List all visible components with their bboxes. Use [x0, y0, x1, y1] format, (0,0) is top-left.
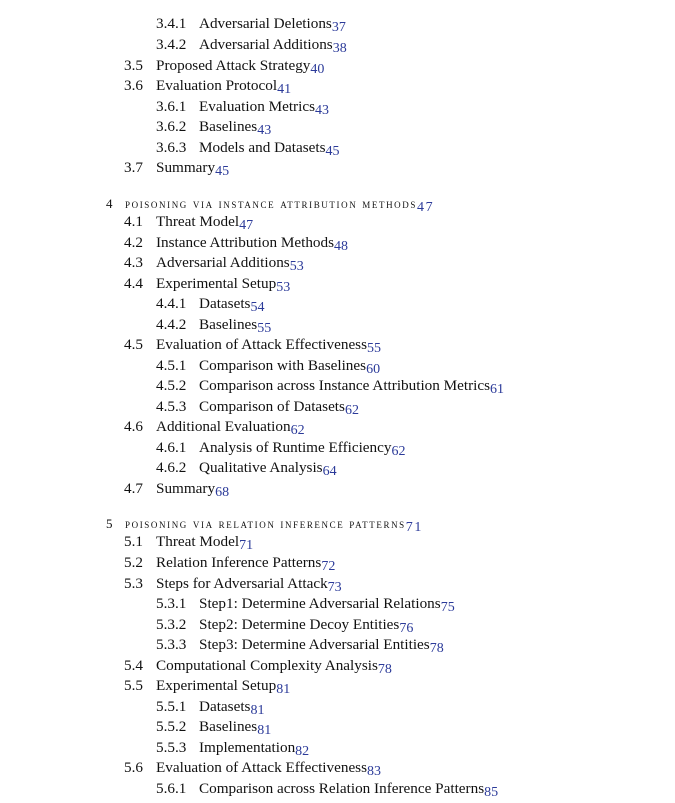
- toc-entry-number: 5.5: [124, 677, 143, 694]
- toc-entry-number: 4.6.2: [156, 459, 187, 476]
- toc-entry-title-text: Adversarial Deletions: [199, 15, 332, 32]
- toc-entry-page-link[interactable]: 64: [322, 464, 337, 479]
- toc-entry-number: 5.3: [124, 575, 143, 592]
- toc-entry-page-link[interactable]: 85: [484, 785, 499, 800]
- toc-entry-title: [199, 397, 359, 418]
- toc-entry-number: 3.7: [124, 159, 143, 176]
- toc-entry-title: [156, 479, 229, 500]
- toc-entry-title: [156, 417, 305, 438]
- toc-entry-page-link[interactable]: 81: [257, 723, 272, 738]
- toc-entry-title-text: poisoning via instance attribution methods: [125, 196, 417, 211]
- toc-entry-title-text: Relation Inference Patterns: [156, 554, 322, 571]
- toc-entry-page-link[interactable]: 61: [490, 382, 505, 397]
- toc-entry-number: 4.5: [124, 336, 143, 353]
- toc-entry-page-link[interactable]: 62: [391, 444, 406, 459]
- toc-entry-number: 5.1: [124, 533, 143, 550]
- toc-entry-page-link[interactable]: 37: [331, 20, 346, 35]
- toc-entry-number: 5.3.2: [156, 616, 187, 633]
- toc-entry-page-link[interactable]: 47: [416, 200, 435, 215]
- toc-entry-number: 3.6.2: [156, 118, 187, 135]
- toc-entry-page-link[interactable]: 62: [344, 403, 359, 418]
- toc-entry-number: 4.6.1: [156, 439, 187, 456]
- toc-entry-title: [156, 212, 253, 233]
- toc-entry-page-link[interactable]: 78: [377, 662, 392, 677]
- toc-entry-title-text: Comparison across Relation Inference Patterns: [199, 780, 485, 797]
- toc-entry-number: 3.6.3: [156, 139, 187, 156]
- toc-entry-title: [199, 717, 271, 738]
- toc-entry-page-link[interactable]: 76: [399, 621, 414, 636]
- toc-entry-title: [199, 779, 498, 800]
- toc-entry-page-link[interactable]: 43: [314, 103, 329, 118]
- toc-entry-title-text: Experimental Setup: [156, 677, 277, 694]
- toc-entry-number: 3.5: [124, 57, 143, 74]
- toc-entry-number: 5.3.3: [156, 636, 187, 653]
- toc-entry-page-link[interactable]: 73: [327, 580, 342, 595]
- toc-entry-number: 4.5.3: [156, 398, 187, 415]
- toc-entry-title: [156, 253, 304, 274]
- toc-entry-page-link[interactable]: 71: [239, 538, 254, 553]
- toc-entry-number: 4.6: [124, 418, 143, 435]
- toc-entry-page-link[interactable]: 72: [321, 559, 336, 574]
- toc-entry-title: [156, 335, 381, 356]
- toc-entry-title: [156, 158, 229, 179]
- toc-entry-page-link[interactable]: 55: [367, 341, 382, 356]
- toc-entry-page-link[interactable]: 43: [257, 123, 272, 138]
- toc-entry-page-link[interactable]: 38: [332, 41, 347, 56]
- toc-entry-title-text: Computational Complexity Analysis: [156, 657, 378, 674]
- toc-entry-page-link[interactable]: 62: [290, 423, 305, 438]
- toc-entry-page-link[interactable]: 82: [295, 744, 310, 759]
- toc-entry-title-text: Baselines: [199, 118, 258, 135]
- toc-entry-title-text: Step1: Determine Adversarial Relations: [199, 595, 441, 612]
- toc-entry-number: 5.5.1: [156, 698, 187, 715]
- toc-entry-title-text: Evaluation Protocol: [156, 77, 278, 94]
- toc-entry-page-link[interactable]: 71: [405, 520, 423, 535]
- toc-entry-title-text: Datasets: [199, 698, 251, 715]
- toc-entry-title-text: Comparison of Datasets: [199, 398, 345, 415]
- toc-entry-title: [199, 615, 413, 636]
- toc-entry-title-text: Step3: Determine Adversarial Entities: [199, 636, 430, 653]
- toc-entry-title-text: Threat Model: [156, 533, 240, 550]
- toc-entry-title-text: Comparison with Baselines: [199, 357, 367, 374]
- toc-entry-number: 3.6.1: [156, 98, 187, 115]
- toc-entry-title: [156, 76, 291, 97]
- toc-entry-title: [199, 738, 309, 759]
- toc-entry-title-text: Implementation: [199, 739, 296, 756]
- toc-entry-title-text: Experimental Setup: [156, 275, 277, 292]
- toc-entry-title: [199, 294, 264, 315]
- toc-entry-number: 5.2: [124, 554, 143, 571]
- toc-entry-title-text: Summary: [156, 159, 216, 176]
- toc-entry-number: 4.4.2: [156, 316, 187, 333]
- toc-entry-title-text: Qualitative Analysis: [199, 459, 323, 476]
- toc-entry-title-text: Analysis of Runtime Efficiency: [199, 439, 392, 456]
- toc-entry-page-link[interactable]: 55: [257, 321, 272, 336]
- toc-entry-title: [156, 574, 342, 595]
- toc-entry-title-text: Evaluation Metrics: [199, 98, 315, 115]
- toc-entry-title: [199, 138, 340, 159]
- toc-entry-title: [199, 458, 337, 479]
- toc-entry-number: 5.5.2: [156, 718, 187, 735]
- toc-entry-page-link[interactable]: 47: [239, 218, 254, 233]
- toc-entry-page-link[interactable]: 40: [310, 62, 325, 77]
- toc-entry-title: [156, 758, 381, 779]
- toc-entry-title: [199, 438, 405, 459]
- toc-entry-title: [199, 35, 347, 56]
- toc-entry-page-link[interactable]: 81: [276, 682, 291, 697]
- toc-entry-page-link[interactable]: 68: [215, 485, 230, 500]
- toc-entry-page-link[interactable]: 41: [277, 82, 292, 97]
- toc-entry-number: 5.3.1: [156, 595, 187, 612]
- toc-entry-number: 4.5.2: [156, 377, 187, 394]
- toc-entry-page-link[interactable]: 81: [250, 703, 265, 718]
- toc-entry-title-text: Threat Model: [156, 213, 240, 230]
- toc-entry-number: 4.2: [124, 234, 143, 251]
- toc-entry-title-text: poisoning via relation inference patterns: [125, 516, 406, 531]
- toc-entry-page-link[interactable]: 45: [325, 144, 340, 159]
- toc-entry-title-text: Adversarial Additions: [156, 254, 290, 271]
- toc-entry-title: [199, 117, 271, 138]
- toc-entry-title: [156, 676, 290, 697]
- toc-entry-title-text: Baselines: [199, 316, 258, 333]
- toc-entry-title-text: Evaluation of Attack Effectiveness: [156, 759, 368, 776]
- toc-entry-number: 4.1: [124, 213, 143, 230]
- toc-entry-title-text: Datasets: [199, 295, 251, 312]
- toc-entry-number: 4.3: [124, 254, 143, 271]
- toc-entry-page-link[interactable]: 78: [429, 641, 444, 656]
- toc-entry-title: [199, 14, 346, 35]
- toc-entry-title-text: Summary: [156, 480, 216, 497]
- toc-entry-number: 4: [106, 196, 113, 211]
- toc-entry-title-text: Step2: Determine Decoy Entities: [199, 616, 400, 633]
- toc-entry-title-text: Evaluation of Attack Effectiveness: [156, 336, 368, 353]
- toc-entry-number: 3.4.2: [156, 36, 187, 53]
- toc-entry-title: [199, 376, 504, 397]
- toc-entry-title: [156, 656, 392, 677]
- toc-entry-title: [156, 274, 290, 295]
- toc-entry-page-link[interactable]: 48: [334, 239, 349, 254]
- toc-entry-number: 5.4: [124, 657, 143, 674]
- toc-entry-title: [199, 97, 329, 118]
- toc-entry-title-text: Models and Datasets: [199, 139, 326, 156]
- toc-entry-title-text: Instance Attribution Methods: [156, 234, 335, 251]
- toc-entry-title-text: Additional Evaluation: [156, 418, 291, 435]
- toc-entry-number: 3.6: [124, 77, 143, 94]
- toc-entry-title-text: Adversarial Additions: [199, 36, 333, 53]
- toc-entry-title-text: Comparison across Instance Attribution Metrics: [199, 377, 491, 394]
- toc-entry-number: 4.4: [124, 275, 143, 292]
- toc-entry-title: [156, 553, 335, 574]
- toc-entry-page-link[interactable]: 53: [276, 280, 291, 295]
- toc-entry-title: [199, 315, 271, 336]
- toc-entry-title-text: Proposed Attack Strategy: [156, 57, 311, 74]
- toc-entry-page-link[interactable]: 83: [367, 764, 382, 779]
- toc-entry-title: [199, 356, 380, 377]
- toc-entry-page-link[interactable]: 45: [215, 164, 230, 179]
- toc-entry-number: 5.6: [124, 759, 143, 776]
- toc-entry-title-text: Steps for Adversarial Attack: [156, 575, 328, 592]
- toc-entry-number: 5.6.1: [156, 780, 187, 797]
- toc-entry-number: 5: [106, 516, 113, 531]
- toc-entry-number: 3.4.1: [156, 15, 187, 32]
- toc-entry-title: [156, 56, 324, 77]
- toc-entry-title: [156, 233, 348, 254]
- toc-entry-number: 4.7: [124, 480, 143, 497]
- toc-entry-page-link[interactable]: 54: [250, 300, 265, 315]
- toc-entry-page-link[interactable]: 75: [440, 600, 455, 615]
- toc-entry-number: 4.4.1: [156, 295, 187, 312]
- toc-entry-number: 4.5.1: [156, 357, 187, 374]
- toc-entry-title: [199, 635, 444, 656]
- toc-entry-title: [156, 532, 253, 553]
- toc-entry-title: [199, 594, 455, 615]
- toc-entry-page-link[interactable]: 53: [289, 259, 304, 274]
- toc-entry-title: [199, 697, 264, 718]
- toc-entry-page-link[interactable]: 60: [366, 362, 381, 377]
- toc-entry-title-text: Baselines: [199, 718, 258, 735]
- toc-entry-number: 5.5.3: [156, 739, 187, 756]
